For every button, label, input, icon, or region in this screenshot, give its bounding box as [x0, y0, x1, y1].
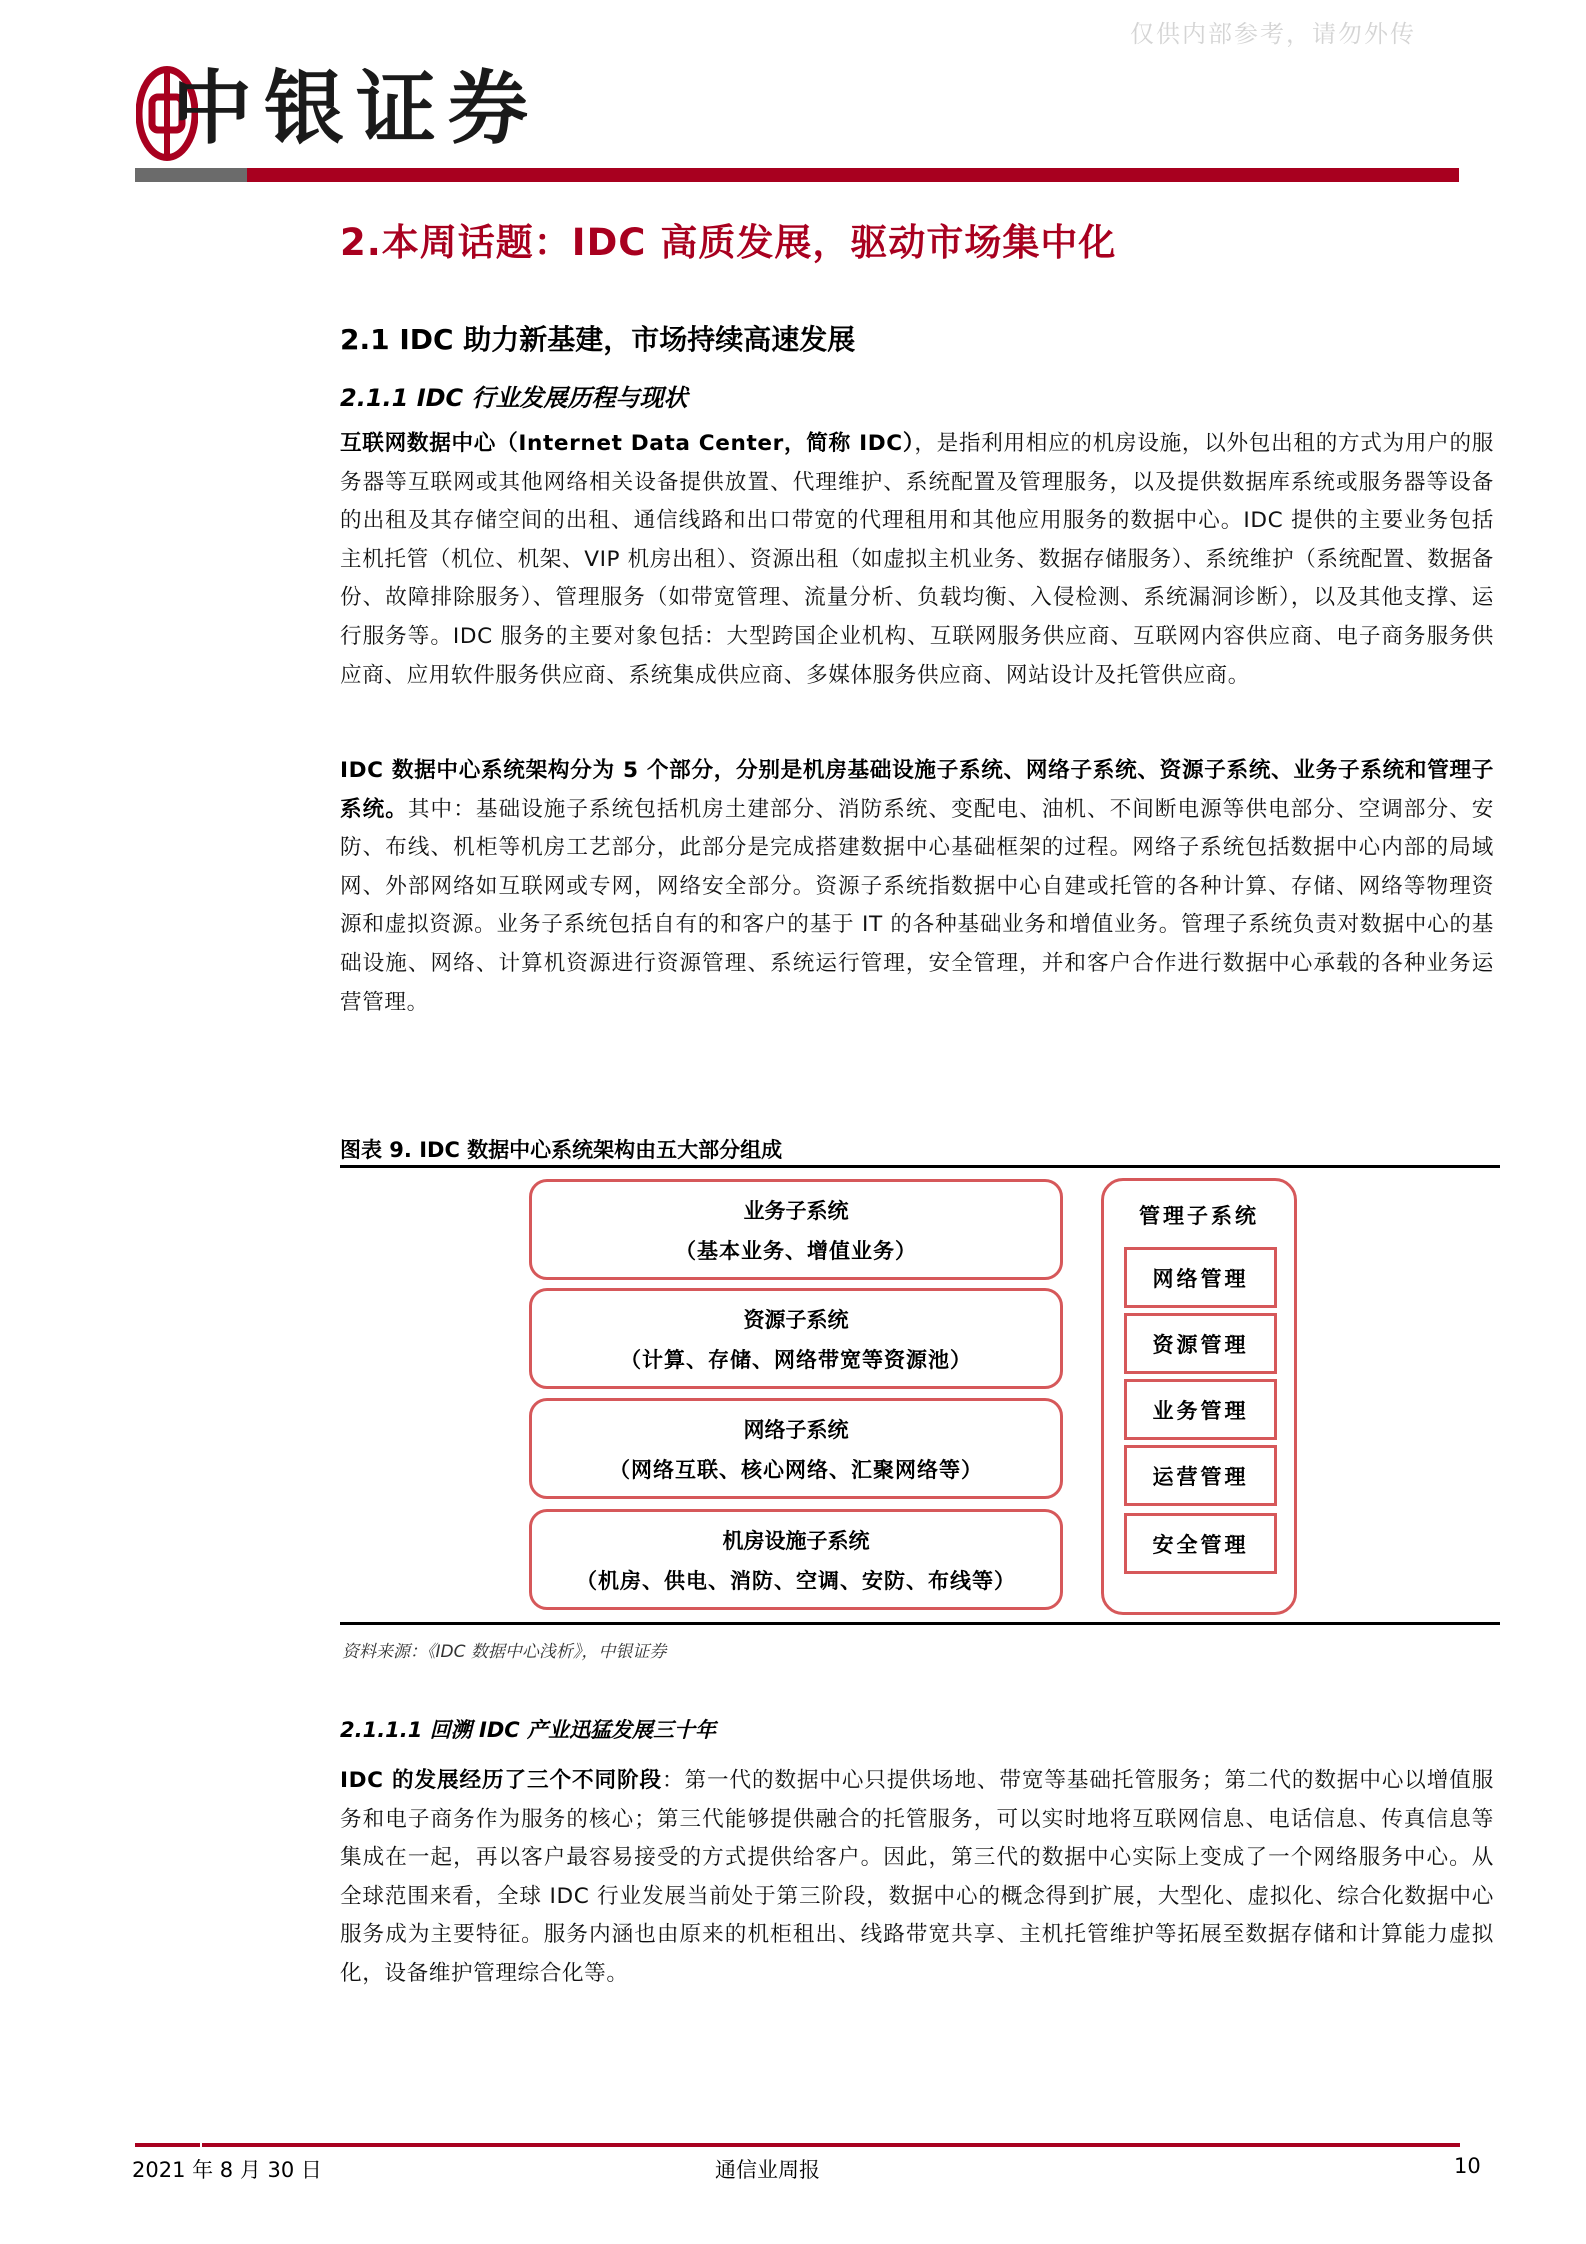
section-title: 2.本周话题：IDC 高质发展，驱动市场集中化 — [340, 221, 1117, 264]
watermark-text: 仅供内部参考，请勿外传 — [1130, 20, 1416, 48]
facility-subsystem-box — [529, 1509, 1063, 1610]
box-name: 业务子系统 — [743, 1198, 849, 1223]
paragraph-idc-definition — [340, 425, 1494, 695]
footer-report-name: 通信业周报 — [715, 2158, 820, 2182]
mgmt-item-operations: 运营管理 — [1124, 1445, 1277, 1506]
paragraph-lead-bold: IDC 数据中心系统架构分为 5 个部分，分别是机房基础设施子系统、网络子系统、资源子系统、业务子系统和管理子系统。 — [340, 758, 1494, 822]
paragraph-body: ，是指利用相应的机房设施，以外包出租的方式为用户的服务器等互联网或其他网络相关设备提供放置、代理维护、系统配置及管理服务，以及提供数据库系统或服务器等设备的出租及其存储空间的出租、通信线路和出口带宽的代理租用和其他应用服务的数据中心。IDC 提供的主要业务包括主机托管（机位、机架、VIP 机房出租）、资源出租（如虚拟主机业务、数据存储服务）、系统维护（系统配置、数据备份、故障排除服务）、管理服务（如带宽管理、流量分析、负载均衡、入侵检测、系统漏洞诊断），以及其他支撑、运行服务等。IDC 服务的主要对象包括：大型跨国企业机构、互联网服务供应商、互联网内容供应商、电子商务服务供应商、应用软件服务供应商、系统集成供应商、多媒体服务供应商、网站设计及托管供应商。 — [340, 431, 1494, 688]
resource-subsystem-box — [529, 1288, 1063, 1389]
figure-bottom-rule — [340, 1622, 1500, 1625]
footer-bar-left — [135, 2143, 200, 2147]
logo-text: 中银证券 — [172, 61, 540, 155]
box-desc: （基本业务、增值业务） — [675, 1238, 917, 1263]
figure-top-rule — [340, 1165, 1500, 1168]
box-name: 网络子系统 — [743, 1417, 849, 1442]
network-subsystem-box — [529, 1398, 1063, 1499]
figure-source: 资料来源：《IDC 数据中心浅析》，中银证券 — [342, 1642, 667, 1662]
subsection-title: 2.1 IDC 助力新基建，市场持续高速发展 — [340, 323, 856, 356]
subsubsubsection-title: 2.1.1.1 回溯 IDC 产业迅猛发展三十年 — [340, 1718, 716, 1742]
header-bar-red — [247, 168, 1459, 182]
paragraph-idc-history — [340, 1762, 1494, 1994]
management-subsystem-title: 管理子系统 — [1139, 1204, 1259, 1228]
paragraph-lead-bold: IDC 的发展经历了三个不同阶段 — [340, 1768, 662, 1793]
mgmt-item-security: 安全管理 — [1124, 1513, 1277, 1574]
header-bar-grey — [135, 168, 247, 182]
paragraph-body: 其中：基础设施子系统包括机房土建部分、消防系统、变配电、油机、不间断电源等供电部分、空调部分、安防、布线、机柜等机房工艺部分，此部分是完成搭建数据中心基础框架的过程。网络子系统包括数据中心内部的局域网、外部网络如互联网或专网，网络安全部分。资源子系统指数据中心自建或托管的各种计算、存储、网络等物理资源和虚拟资源。业务子系统包括自有的和客户的基于 IT 的各种基础业务和增值业务。管理子系统负责对数据中心的基础设施、网络、计算机资源进行资源管理、系统运行管理，安全管理，并和客户合作进行数据中心承载的各种业务运营管理。 — [340, 796, 1494, 1015]
mgmt-item-business: 业务管理 — [1124, 1379, 1277, 1440]
footer-date: 2021 年 8 月 30 日 — [132, 2158, 322, 2182]
box-desc: （计算、存储、网络带宽等资源池） — [620, 1347, 972, 1372]
mgmt-item-resource: 资源管理 — [1124, 1313, 1277, 1374]
mgmt-item-network: 网络管理 — [1124, 1247, 1277, 1308]
subsubsection-title: 2.1.1 IDC 行业发展历程与现状 — [340, 384, 688, 412]
box-desc: （机房、供电、消防、空调、安防、布线等） — [576, 1568, 1016, 1593]
box-name: 资源子系统 — [743, 1307, 849, 1332]
paragraph-lead-bold: 互联网数据中心（Internet Data Center，简称 IDC） — [340, 431, 915, 456]
box-name: 机房设施子系统 — [722, 1528, 870, 1553]
paragraph-body: ：第一代的数据中心只提供场地、带宽等基础托管服务；第二代的数据中心以增值服务和电子商务作为服务的核心；第三代能够提供融合的托管服务，可以实时地将互联网信息、电话信息、传真信息等集成在一起，再以客户最容易接受的方式提供给客户。因此，第三代的数据中心实际上变成了一个网络服务中心。从全球范围来看，全球 IDC 行业发展当前处于第三阶段，数据中心的概念得到扩展，大型化、虚拟化、综合化数据中心服务成为主要特征。服务内涵也由原来的机柜租出、线路带宽共享、主机托管维护等拓展至数据存储和计算能力虚拟化，设备维护管理综合化等。 — [340, 1768, 1494, 1986]
footer-bar-right — [202, 2143, 1460, 2147]
footer-page-number: 10 — [1454, 2154, 1481, 2178]
figure-title: 图表 9. IDC 数据中心系统架构由五大部分组成 — [340, 1138, 783, 1162]
box-desc: （网络互联、核心网络、汇聚网络等） — [609, 1457, 983, 1482]
paragraph-idc-architecture — [340, 752, 1494, 1022]
business-subsystem-box — [529, 1179, 1063, 1280]
